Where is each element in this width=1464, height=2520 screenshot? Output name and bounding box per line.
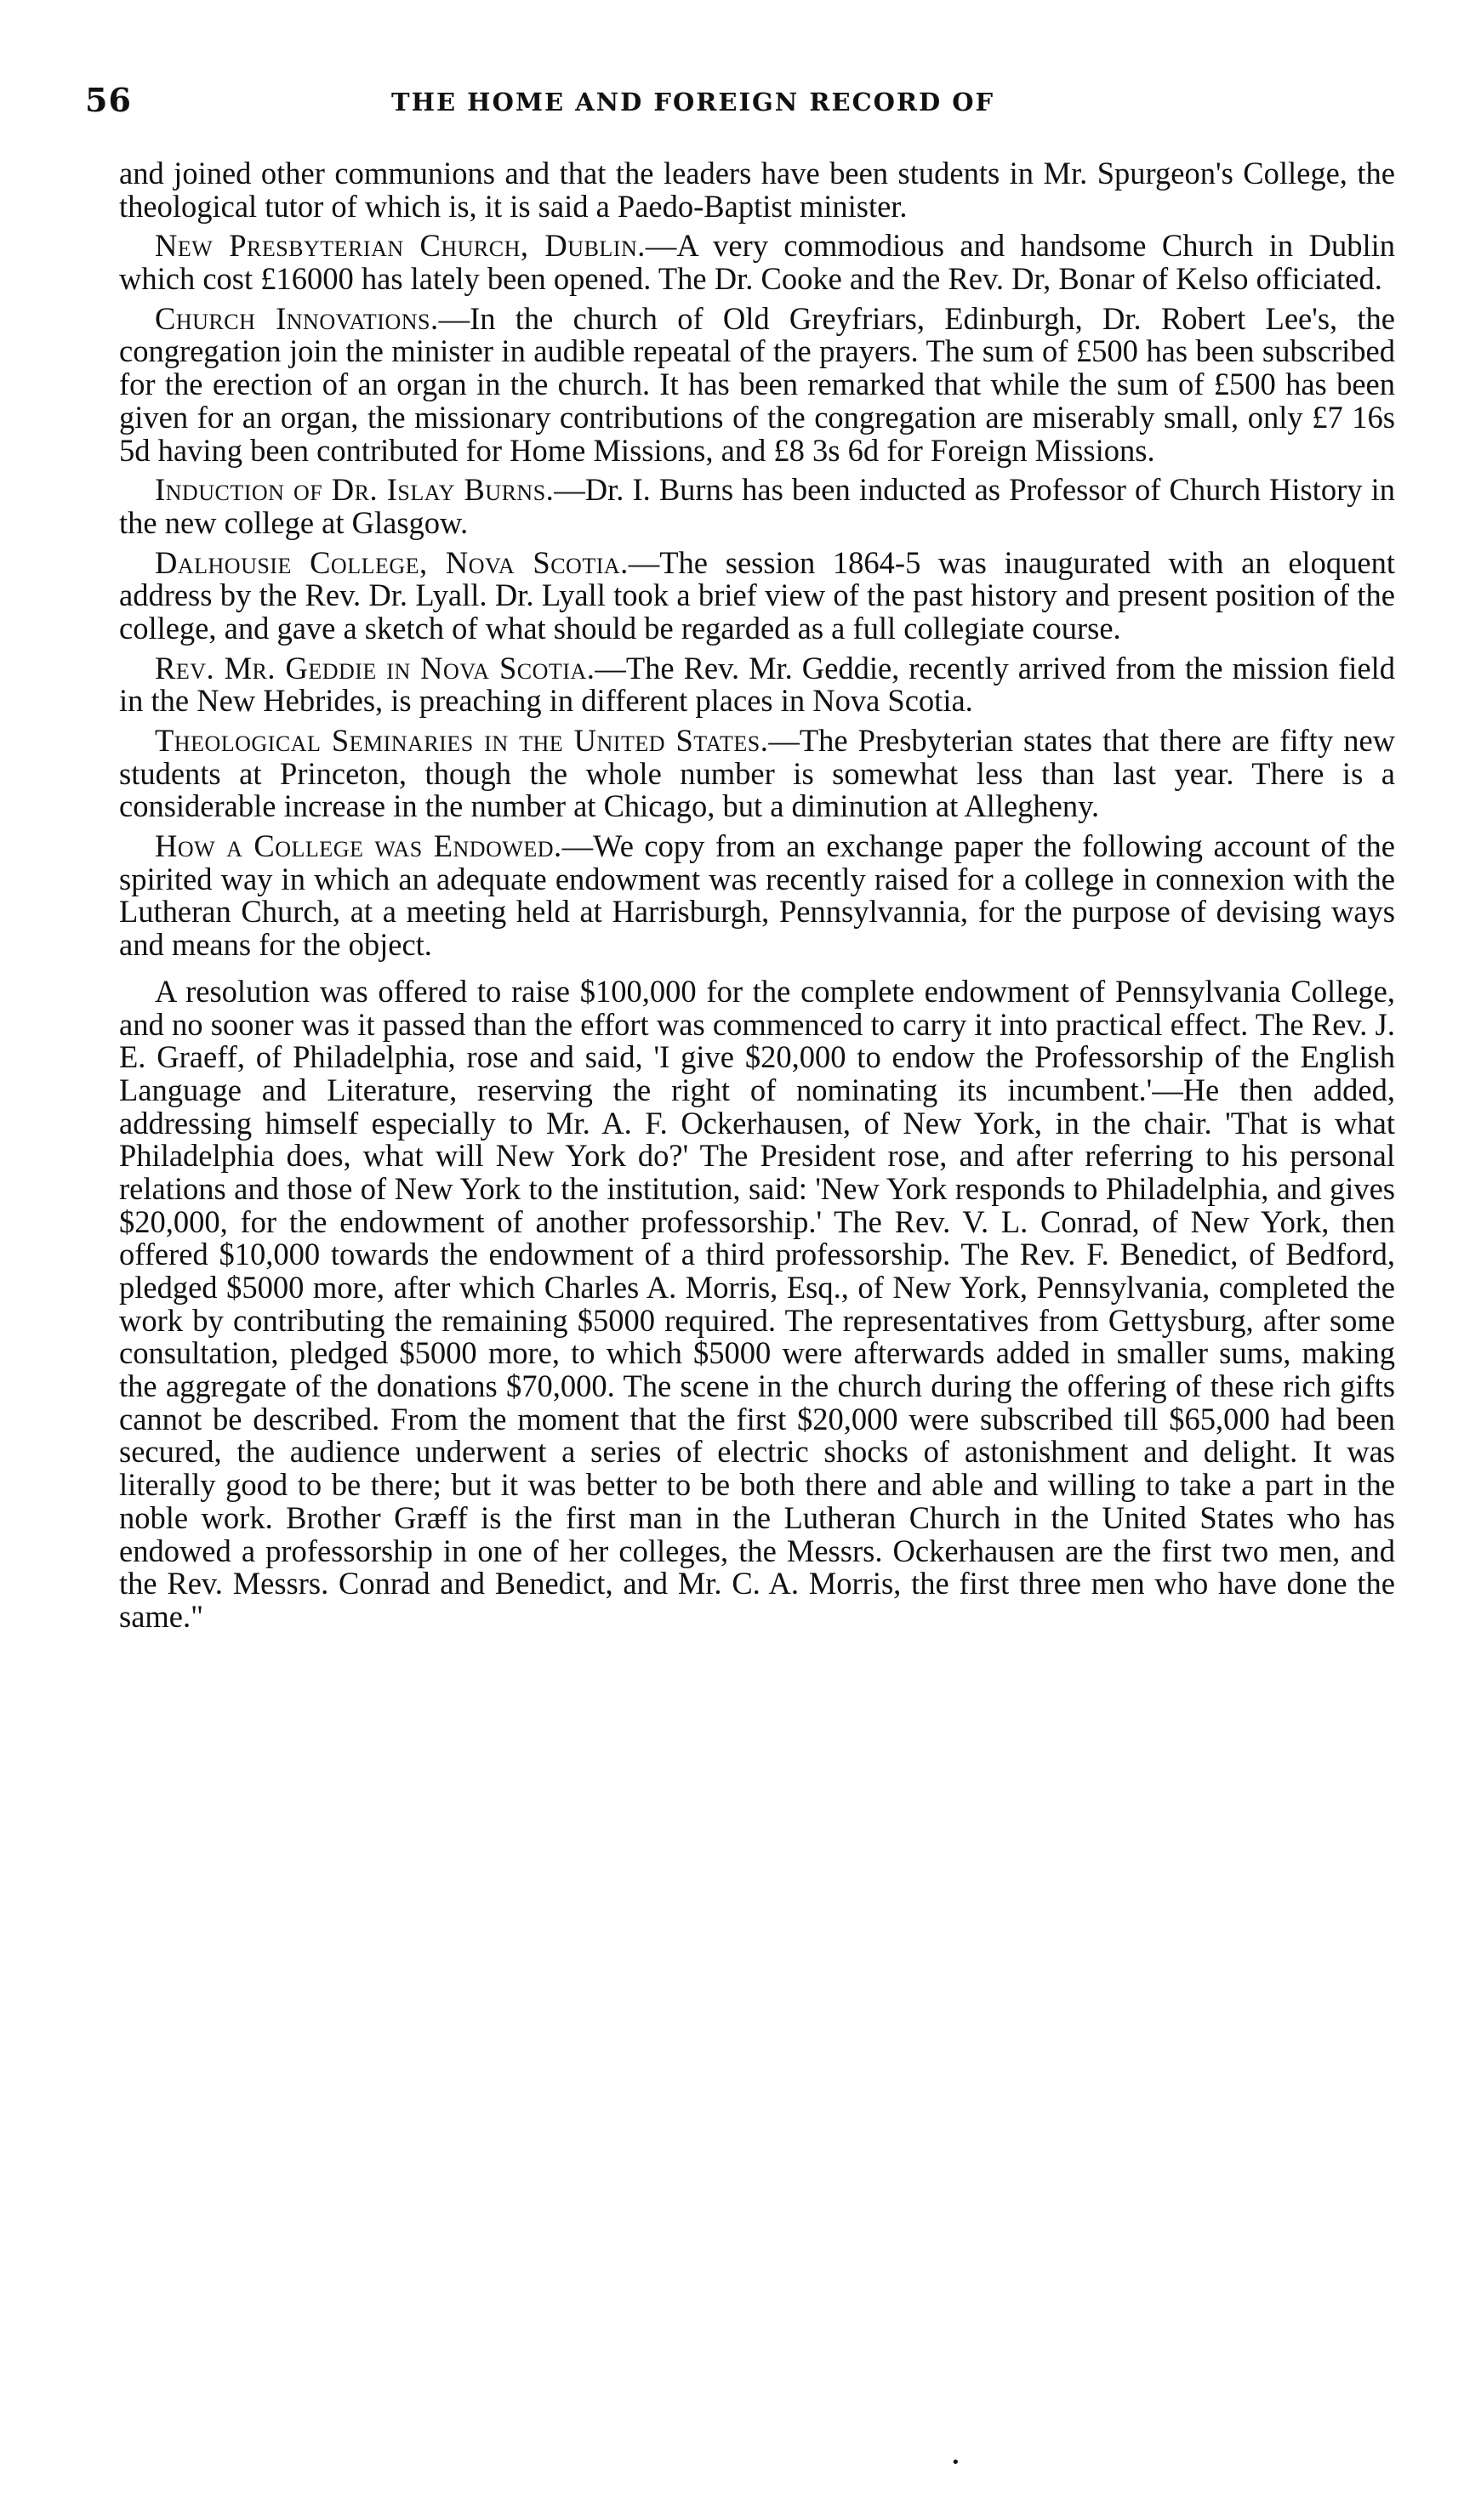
paragraph-text: —Dr. I. Burns has been inducted as Professor of Church History in the new college at Glasgow. — [119, 472, 1396, 540]
page — [85, 81, 1396, 1641]
paragraph-dalhousie-college — [119, 544, 1395, 646]
paragraph-text: —The Rev. Mr. Geddie, recently arrived from the mission field in the New Hebrides, is preaching in different places in Nova Scotia. — [119, 650, 1395, 719]
paragraph-text: —A very commodious and handsome Church in Dublin which cost £16000 has lately been opened. The Dr. Cooke and the Rev. Dr, Bonar of Kelso officiated. — [119, 228, 1395, 297]
paragraph-heading: Church Innovations. — [155, 300, 439, 336]
footer-mark: • — [951, 2454, 960, 2472]
paragraph-heading: Theological Seminaries in the United States. — [155, 723, 769, 758]
paragraph-college-endowed — [119, 830, 1395, 962]
paragraph-new-presbyterian-church — [119, 230, 1395, 295]
page-header — [85, 81, 1395, 132]
paragraph-heading: Induction of Dr. Islay Burns. — [155, 472, 555, 508]
paragraph-text: —We copy from an exchange paper the following account of the spirited way in which an adequate endowment was recently raised for a college in connexion with the Lutheran Church, at a meeting held at Harrisburgh, Pennsylvannia, for the purpose of devising ways and means for the object. — [119, 828, 1395, 963]
page-number: 56 — [85, 81, 132, 119]
paragraph-text: and joined other communions and that the leaders have been students in Mr. Spurgeon's College, the theological tutor of which is, it is said a Paedo-Baptist minister. — [119, 156, 1395, 224]
paragraph-continuation — [119, 157, 1395, 223]
paragraph-geddie — [119, 652, 1395, 718]
paragraph-heading: New Presbyterian Church, Dublin. — [155, 228, 646, 264]
paragraph-text: —In the church of Old Greyfriars, Edinburgh, Dr. Robert Lee's, the congregation join the minister in audible repeatal of the prayers. The sum of £500 has been subscribed for the erection of an organ in the church. It has been remarked that while the sum of £500 has been given for an organ, the missionary contributions of the congregation are miserably small, only £7 16s 5d having been contributed for Home Missions, and £8 3s 6d for Foreign Missions. — [119, 300, 1395, 468]
paragraph-text: —The session 1864-5 was inaugurated with an eloquent address by the Rev. Dr. Lyall. Dr. Lyall took a brief view of the past history and present position of the college, and gave a sketch of what should be regarded as a full collegiate course. — [119, 544, 1395, 646]
paragraph-heading: How a College was Endowed. — [155, 828, 562, 864]
paragraph-heading: Dalhousie College, Nova Scotia. — [155, 544, 629, 580]
paragraph-heading: Rev. Mr. Geddie in Nova Scotia. — [155, 650, 595, 685]
article-body — [119, 157, 1395, 1634]
running-head: THE HOME AND FOREIGN RECORD OF — [391, 88, 995, 117]
paragraph-church-innovations — [119, 300, 1395, 468]
paragraph-induction — [119, 474, 1395, 539]
quoted-account: A resolution was offered to raise $100,000 for the complete endowment of Pennsylvania College, and no sooner was it passed than the effort was commenced to carry it into practical effect. The Rev. J. E. Graeff, of Philadelphia, rose and said, 'I give $20,000 to endow the Professorship of the English Language and Literature, reserving the right of nominating its incumbent.'—He then added, addressing himself especially to Mr. A. F. Ockerhausen, of New York, in the chair. 'That is what Philadelphia does, what will New York do?' The President rose, and after referring to his personal relations and those of New York to the institution, said: 'New York responds to Philadelphia, and gives $20,000, for the endowment of another professorship.' The Rev. V. L. Conrad, of New York, then offered $10,000 towards the endowment of a third professorship. The Rev. F. Benedict, of Bedford, pledged $5000 more, after which Charles A. Morris, Esq., of New York, Pennsylvania, completed the work by contributing the remaining $5000 required. The representatives from Gettysburg, after some consultation, pledged $5000 more, to which $5000 were afterwards added in smaller sums, making the aggregate of the donations $70,000. The scene in the church during the offering of these rich gifts cannot be described. From the moment that the first $20,000 were subscribed till $65,000 had been secured, the audience underwent a series of electric shocks of astonishment and delight. It was literally good to be there; but it was better to be both there and able and willing to take a part in the noble work. Brother Græff is the first man in the Lutheran Church in the United States who has endowed a professorship in one of her colleges, the Messrs. Ockerhausen are the first two men, and the Rev. Messrs. Conrad and Benedict, and Mr. C. A. Morris, the first three men who have done the same." — [119, 973, 1395, 1634]
paragraph-text: —The Presbyterian states that there are fifty new students at Princeton, though the whole number is somewhat less than last year. There is a considerable increase in the number at Chicago, but a diminution at Allegheny. — [119, 723, 1395, 824]
paragraph-theological-seminaries — [119, 725, 1395, 823]
